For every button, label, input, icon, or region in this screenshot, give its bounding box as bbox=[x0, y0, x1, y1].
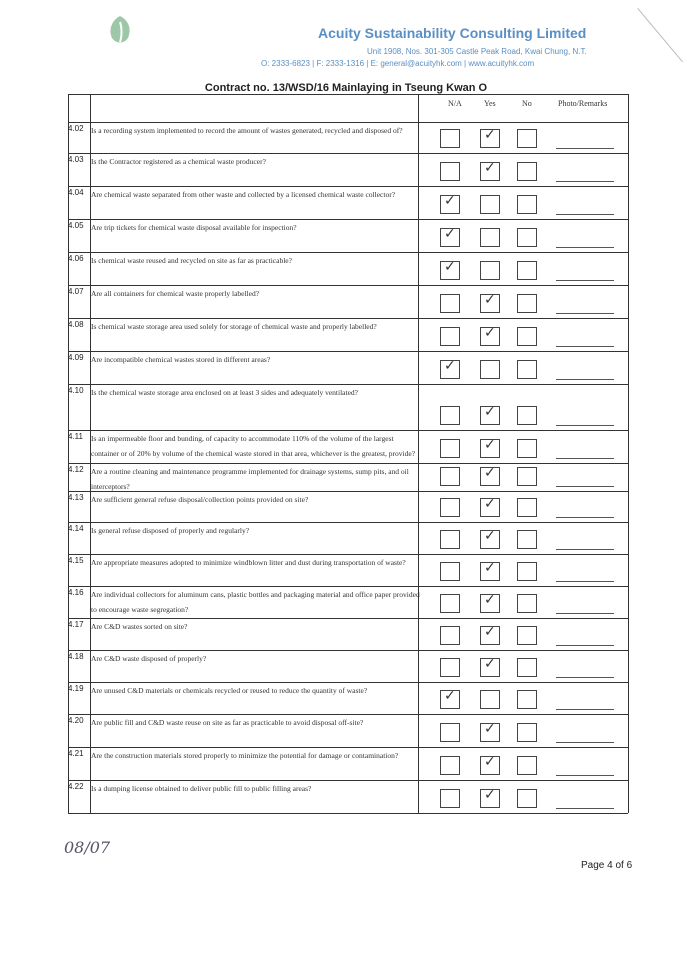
check-mark-icon: ✓ bbox=[484, 721, 496, 737]
checkbox-na[interactable] bbox=[440, 562, 460, 581]
row-number: 4.22 bbox=[68, 782, 84, 791]
remark-line bbox=[556, 645, 614, 646]
row-question: Are a routine cleaning and maintenance programme implemented for drainage systems, sump pits, and oil interceptors? bbox=[91, 467, 409, 491]
checkbox-yes[interactable] bbox=[480, 228, 500, 247]
check-mark-icon: ✓ bbox=[444, 688, 456, 704]
row-number: 4.14 bbox=[68, 524, 84, 533]
checkbox-yes[interactable] bbox=[480, 195, 500, 214]
row-number: 4.03 bbox=[68, 155, 84, 164]
table-vertical-line bbox=[628, 94, 629, 813]
row-number: 4.08 bbox=[68, 320, 84, 329]
check-mark-icon: ✓ bbox=[444, 193, 456, 209]
checkbox-no[interactable] bbox=[517, 294, 537, 313]
checkbox-yes[interactable] bbox=[480, 690, 500, 709]
checkbox-na[interactable] bbox=[440, 498, 460, 517]
remark-line bbox=[556, 346, 614, 347]
row-question: Are appropriate measures adopted to minimize windblown litter and dust during transportation of waste? bbox=[91, 558, 406, 567]
check-mark-icon: ✓ bbox=[484, 496, 496, 512]
checkbox-no[interactable] bbox=[517, 626, 537, 645]
checkbox-na[interactable] bbox=[440, 658, 460, 677]
row-number: 4.21 bbox=[68, 749, 84, 758]
checkbox-yes[interactable] bbox=[480, 360, 500, 379]
check-mark-icon: ✓ bbox=[484, 656, 496, 672]
remark-line bbox=[556, 313, 614, 314]
checkbox-no[interactable] bbox=[517, 439, 537, 458]
row-question: Are chemical waste separated from other waste and collected by a licensed chemical waste collector? bbox=[91, 190, 396, 199]
logo-caption bbox=[96, 48, 156, 53]
checkbox-no[interactable] bbox=[517, 658, 537, 677]
remark-line bbox=[556, 214, 614, 215]
remark-line bbox=[556, 581, 614, 582]
row-question: Is the chemical waste storage area enclosed on at least 3 sides and adequately ventilated? bbox=[91, 388, 358, 397]
checkbox-yes[interactable] bbox=[480, 261, 500, 280]
col-no-header: No bbox=[522, 99, 532, 108]
row-number: 4.07 bbox=[68, 287, 84, 296]
checkbox-na[interactable] bbox=[440, 467, 460, 486]
checkbox-na[interactable] bbox=[440, 756, 460, 775]
check-mark-icon: ✓ bbox=[484, 292, 496, 308]
corner-mark bbox=[637, 8, 683, 62]
checkbox-no[interactable] bbox=[517, 261, 537, 280]
checkbox-na[interactable] bbox=[440, 723, 460, 742]
check-mark-icon: ✓ bbox=[444, 358, 456, 374]
row-number: 4.02 bbox=[68, 124, 84, 133]
row-question: Are public fill and C&D waste reuse on site as far as practicable to avoid disposal off-site? bbox=[91, 718, 364, 727]
checkbox-no[interactable] bbox=[517, 162, 537, 181]
check-mark-icon: ✓ bbox=[484, 465, 496, 481]
row-question: Are C&D waste disposed of properly? bbox=[91, 654, 207, 663]
remark-line bbox=[556, 517, 614, 518]
row-question: Are all containers for chemical waste properly labelled? bbox=[91, 289, 260, 298]
checkbox-na[interactable] bbox=[440, 626, 460, 645]
remark-line bbox=[556, 742, 614, 743]
checkbox-na[interactable] bbox=[440, 406, 460, 425]
checkbox-na[interactable] bbox=[440, 439, 460, 458]
row-number: 4.09 bbox=[68, 353, 84, 362]
checkbox-na[interactable] bbox=[440, 594, 460, 613]
checkbox-no[interactable] bbox=[517, 467, 537, 486]
remark-line bbox=[556, 613, 614, 614]
remark-line bbox=[556, 148, 614, 149]
table-vertical-line bbox=[68, 94, 69, 813]
row-number: 4.05 bbox=[68, 221, 84, 230]
checkbox-na[interactable] bbox=[440, 129, 460, 148]
checkbox-no[interactable] bbox=[517, 327, 537, 346]
row-question: Are incompatible chemical wastes stored in different areas? bbox=[91, 355, 271, 364]
row-question: Are unused C&D materials or chemicals recycled or reused to reduce the quantity of waste? bbox=[91, 686, 368, 695]
check-mark-icon: ✓ bbox=[484, 592, 496, 608]
checkbox-no[interactable] bbox=[517, 498, 537, 517]
check-mark-icon: ✓ bbox=[484, 404, 496, 420]
remark-line bbox=[556, 379, 614, 380]
check-mark-icon: ✓ bbox=[484, 325, 496, 341]
row-question: Is the Contractor registered as a chemical waste producer? bbox=[91, 157, 266, 166]
handwritten-note: 08/07 bbox=[64, 838, 111, 857]
row-number: 4.18 bbox=[68, 652, 84, 661]
row-number: 4.13 bbox=[68, 493, 84, 502]
check-mark-icon: ✓ bbox=[484, 624, 496, 640]
remark-line bbox=[556, 425, 614, 426]
check-mark-icon: ✓ bbox=[484, 754, 496, 770]
checkbox-no[interactable] bbox=[517, 195, 537, 214]
row-number: 4.16 bbox=[68, 588, 84, 597]
remark-line bbox=[556, 709, 614, 710]
row-number: 4.10 bbox=[68, 386, 84, 395]
row-number: 4.20 bbox=[68, 716, 84, 725]
table-horizontal-line bbox=[68, 813, 628, 814]
company-logo bbox=[98, 14, 142, 50]
check-mark-icon: ✓ bbox=[484, 127, 496, 143]
col-na-header: N/A bbox=[448, 99, 462, 108]
row-question: Is general refuse disposed of properly and regularly? bbox=[91, 526, 250, 535]
checkbox-na[interactable] bbox=[440, 294, 460, 313]
checkbox-no[interactable] bbox=[517, 129, 537, 148]
checkbox-no[interactable] bbox=[517, 789, 537, 808]
checkbox-no[interactable] bbox=[517, 594, 537, 613]
check-mark-icon: ✓ bbox=[484, 787, 496, 803]
remark-line bbox=[556, 486, 614, 487]
remark-line bbox=[556, 808, 614, 809]
check-mark-icon: ✓ bbox=[484, 160, 496, 176]
document-title: Contract no. 13/WSD/16 Mainlaying in Tseung Kwan O bbox=[204, 82, 488, 94]
row-question: Are sufficient general refuse disposal/collection points provided on site? bbox=[91, 495, 309, 504]
row-question: Are C&D wastes sorted on site? bbox=[91, 622, 188, 631]
remark-line bbox=[556, 677, 614, 678]
page-number: Page 4 of 6 bbox=[581, 860, 633, 871]
remark-line bbox=[556, 181, 614, 182]
check-mark-icon: ✓ bbox=[484, 437, 496, 453]
table-horizontal-line bbox=[68, 94, 628, 95]
checkbox-no[interactable] bbox=[517, 530, 537, 549]
company-address bbox=[261, 46, 587, 70]
check-mark-icon: ✓ bbox=[484, 528, 496, 544]
row-question: Is an impermeable floor and bunding, of capacity to accommodate 110% of the volume of the largest container or of 20% by volume of the chemical waste stored in that area, whichever is the greatest, provide? bbox=[91, 434, 416, 458]
row-question: Is a dumping license obtained to deliver public fill to public filling areas? bbox=[91, 784, 312, 793]
checkbox-no[interactable] bbox=[517, 228, 537, 247]
checkbox-no[interactable] bbox=[517, 562, 537, 581]
remark-line bbox=[556, 775, 614, 776]
row-number: 4.11 bbox=[68, 432, 83, 441]
checkbox-na[interactable] bbox=[440, 530, 460, 549]
checkbox-na[interactable] bbox=[440, 327, 460, 346]
checkbox-no[interactable] bbox=[517, 690, 537, 709]
contact-line: O: 2333-6823 | F: 2333-1316 | E: general@acuityhk.com | www.acuityhk.com bbox=[261, 59, 535, 68]
check-mark-icon: ✓ bbox=[444, 226, 456, 242]
row-number: 4.06 bbox=[68, 254, 84, 263]
row-question: Is chemical waste storage area used solely for storage of chemical waste and properly labelled? bbox=[91, 322, 377, 331]
row-number: 4.19 bbox=[68, 684, 84, 693]
col-remarks-header: Photo/Remarks bbox=[558, 99, 608, 108]
remark-line bbox=[556, 549, 614, 550]
check-mark-icon: ✓ bbox=[484, 560, 496, 576]
row-question: Is a recording system implemented to record the amount of wastes generated, recycled and disposed of? bbox=[91, 126, 403, 135]
row-number: 4.12 bbox=[68, 465, 84, 474]
remark-line bbox=[556, 280, 614, 281]
row-number: 4.17 bbox=[68, 620, 84, 629]
checkbox-no[interactable] bbox=[517, 360, 537, 379]
checkbox-na[interactable] bbox=[440, 789, 460, 808]
checkbox-no[interactable] bbox=[517, 756, 537, 775]
row-question: Are individual collectors for aluminum cans, plastic bottles and packaging material and office paper provided to encourage waste segregation? bbox=[91, 590, 420, 614]
row-question: Are trip tickets for chemical waste disposal available for inspection? bbox=[91, 223, 297, 232]
address-line: Unit 1908, Nos. 301-305 Castle Peak Road, Kwai Chung, N.T. bbox=[367, 47, 587, 56]
company-name: Acuity Sustainability Consulting Limited bbox=[318, 25, 587, 41]
check-mark-icon: ✓ bbox=[444, 259, 456, 275]
checkbox-no[interactable] bbox=[517, 723, 537, 742]
row-question: Is chemical waste reused and recycled on site as far as practicable? bbox=[91, 256, 292, 265]
row-number: 4.15 bbox=[68, 556, 84, 565]
checkbox-no[interactable] bbox=[517, 406, 537, 425]
col-yes-header: Yes bbox=[484, 99, 496, 108]
checkbox-na[interactable] bbox=[440, 162, 460, 181]
remark-line bbox=[556, 247, 614, 248]
row-question: Are the construction materials stored properly to minimize the potential for damage or contamination? bbox=[91, 751, 399, 760]
remark-line bbox=[556, 458, 614, 459]
row-number: 4.04 bbox=[68, 188, 84, 197]
